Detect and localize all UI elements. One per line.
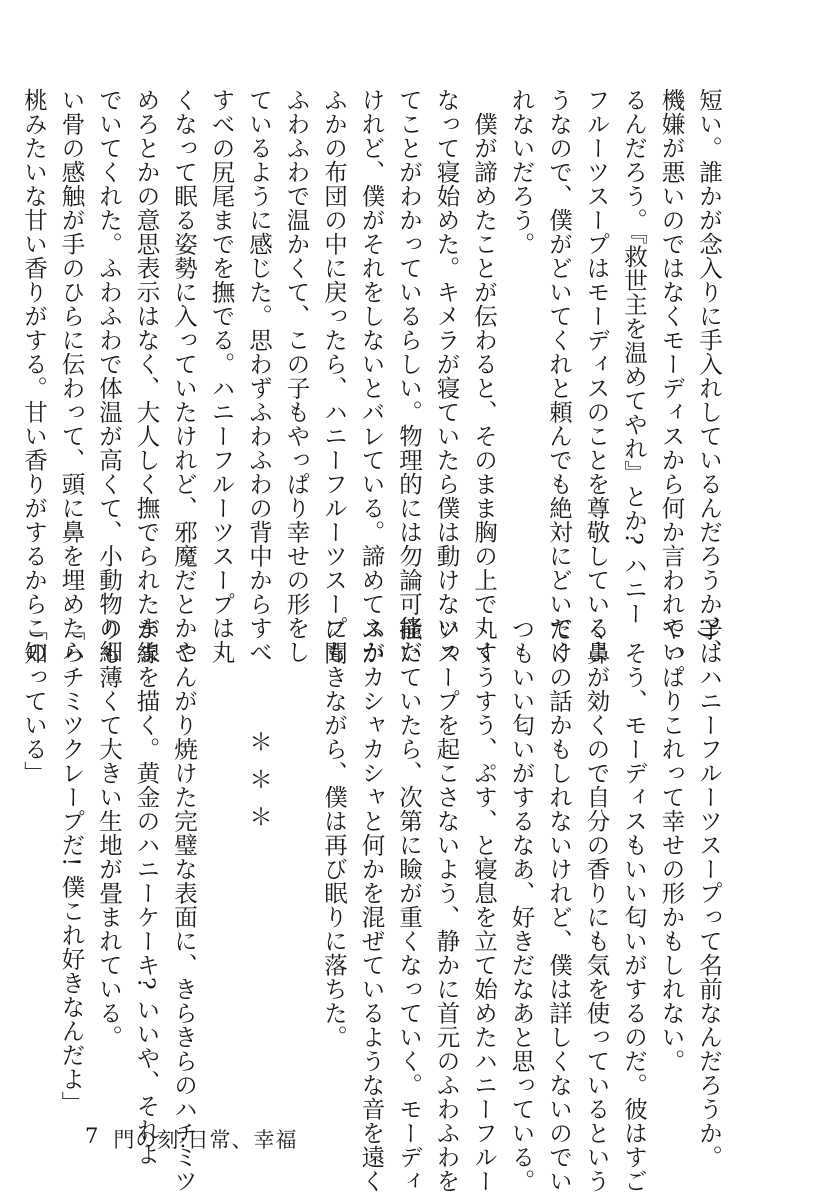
text-line: スがカシャカシャと何かを混ぜているような音を遠く [357,617,386,1193]
text-line: でいてくれた。ふわふわで体温が高くて、小動物の細 [95,88,123,664]
blank-line [277,617,315,1117]
text-line: く鼻が効くので自分の香りにも気を使っているという [582,617,611,1193]
page-footer [85,1124,297,1154]
text-line: 掻いていたら、次第に瞼が重くなっていく。モーディ [395,617,423,1193]
text-line: めろとかの意思表示はなく、大人しく撫でられたまま [132,88,161,664]
text-line: けれど、僕がそれをしないとバレている。諦めてふか [357,88,386,664]
text-line: ふかの布団の中に戻ったら、ハニーフルーツスープも [320,88,348,664]
text-line: ふわふわで温かくて、この子もやっぱり幸せの形をし [282,88,311,664]
text-line: れないだろう。 [507,88,536,256]
section-break: ＊＊＊ [245,617,273,842]
text-line: フルーツスープはモーディスのことを尊敬しているよ [582,88,611,664]
text-line: すうすう、ぷす、と寝息を立て始めたハニーフルー [470,617,498,1193]
text-line: うなので、僕がどいてくれと頼んでも絶対にどいてく [545,88,573,664]
text-line: 僕が諦めたことが伝わると、そのまま胸の上で丸く [470,88,498,664]
text-line: い骨の感触が手のひらに伝わって、頭に鼻を埋めたら [57,88,86,664]
text-line: 短い。誰かが念入りに手入れしているんだろうか?)、 [695,88,723,663]
text-line: りも薄くて大きい生地が畳まれている。 [95,617,123,1049]
text-line: すべの尻尾までを撫でる。ハニーフルーツスープは丸 [207,88,236,664]
text-line: つもいい匂いがするなあ、好きだなあと思っている。 [507,617,536,1193]
text-line: ているように感じた。思わずふわふわの背中からすべ [245,88,273,664]
text-line: だけの話かもしれないけれど、僕は詳しくないのでい [545,617,573,1193]
text-line: 子はハニーフルーツスープって名前なんだろうか。 [695,617,723,1169]
upper-text-block [20,88,727,664]
chapter-title: 門の刻:日常、幸福 [113,1128,298,1152]
text-line: そう、モーディスもいい匂いがするのだ。彼はすご [620,617,648,1193]
text-line: ツスープを起こさないよう、静かに首元のふわふわを [432,617,461,1193]
dialogue-line: 「ハチミツクレープだ! 僕これ好きなんだよ」 [57,617,86,1115]
dialogue-line: 「知っている」 [20,617,48,785]
page-number: 7 [85,1124,100,1148]
text-line: なって寝始めた。キメラが寝ていたら僕は動けないっ [432,88,461,664]
text-line: くなって眠る姿勢に入っていたけれど、邪魔だとかや [170,88,198,664]
blank-line [202,617,240,1117]
text-line: に聞きながら、僕は再び眠りに落ちた。 [320,617,348,1049]
text-line: やっぱりこれって幸せの形かもしれない。 [657,617,686,1073]
text-line: が線を描く。黄金のハニーケーキ? いいや、それよ [132,617,161,1167]
text-line: るんだろう。『救世主を温めてやれ』とか? ハニー [620,88,648,626]
text-line: てことがわかっているらしい。物理的には勿論可能だ [395,88,423,664]
text-line: 機嫌が悪いのではなくモーディスから何か言われてい [657,88,686,664]
text-line: 桃みたいな甘い香りがする。甘い香りがするからこの [20,88,48,664]
text-line: こんがり焼けた完璧な表面に、きらきらのハチミツ [170,617,198,1193]
